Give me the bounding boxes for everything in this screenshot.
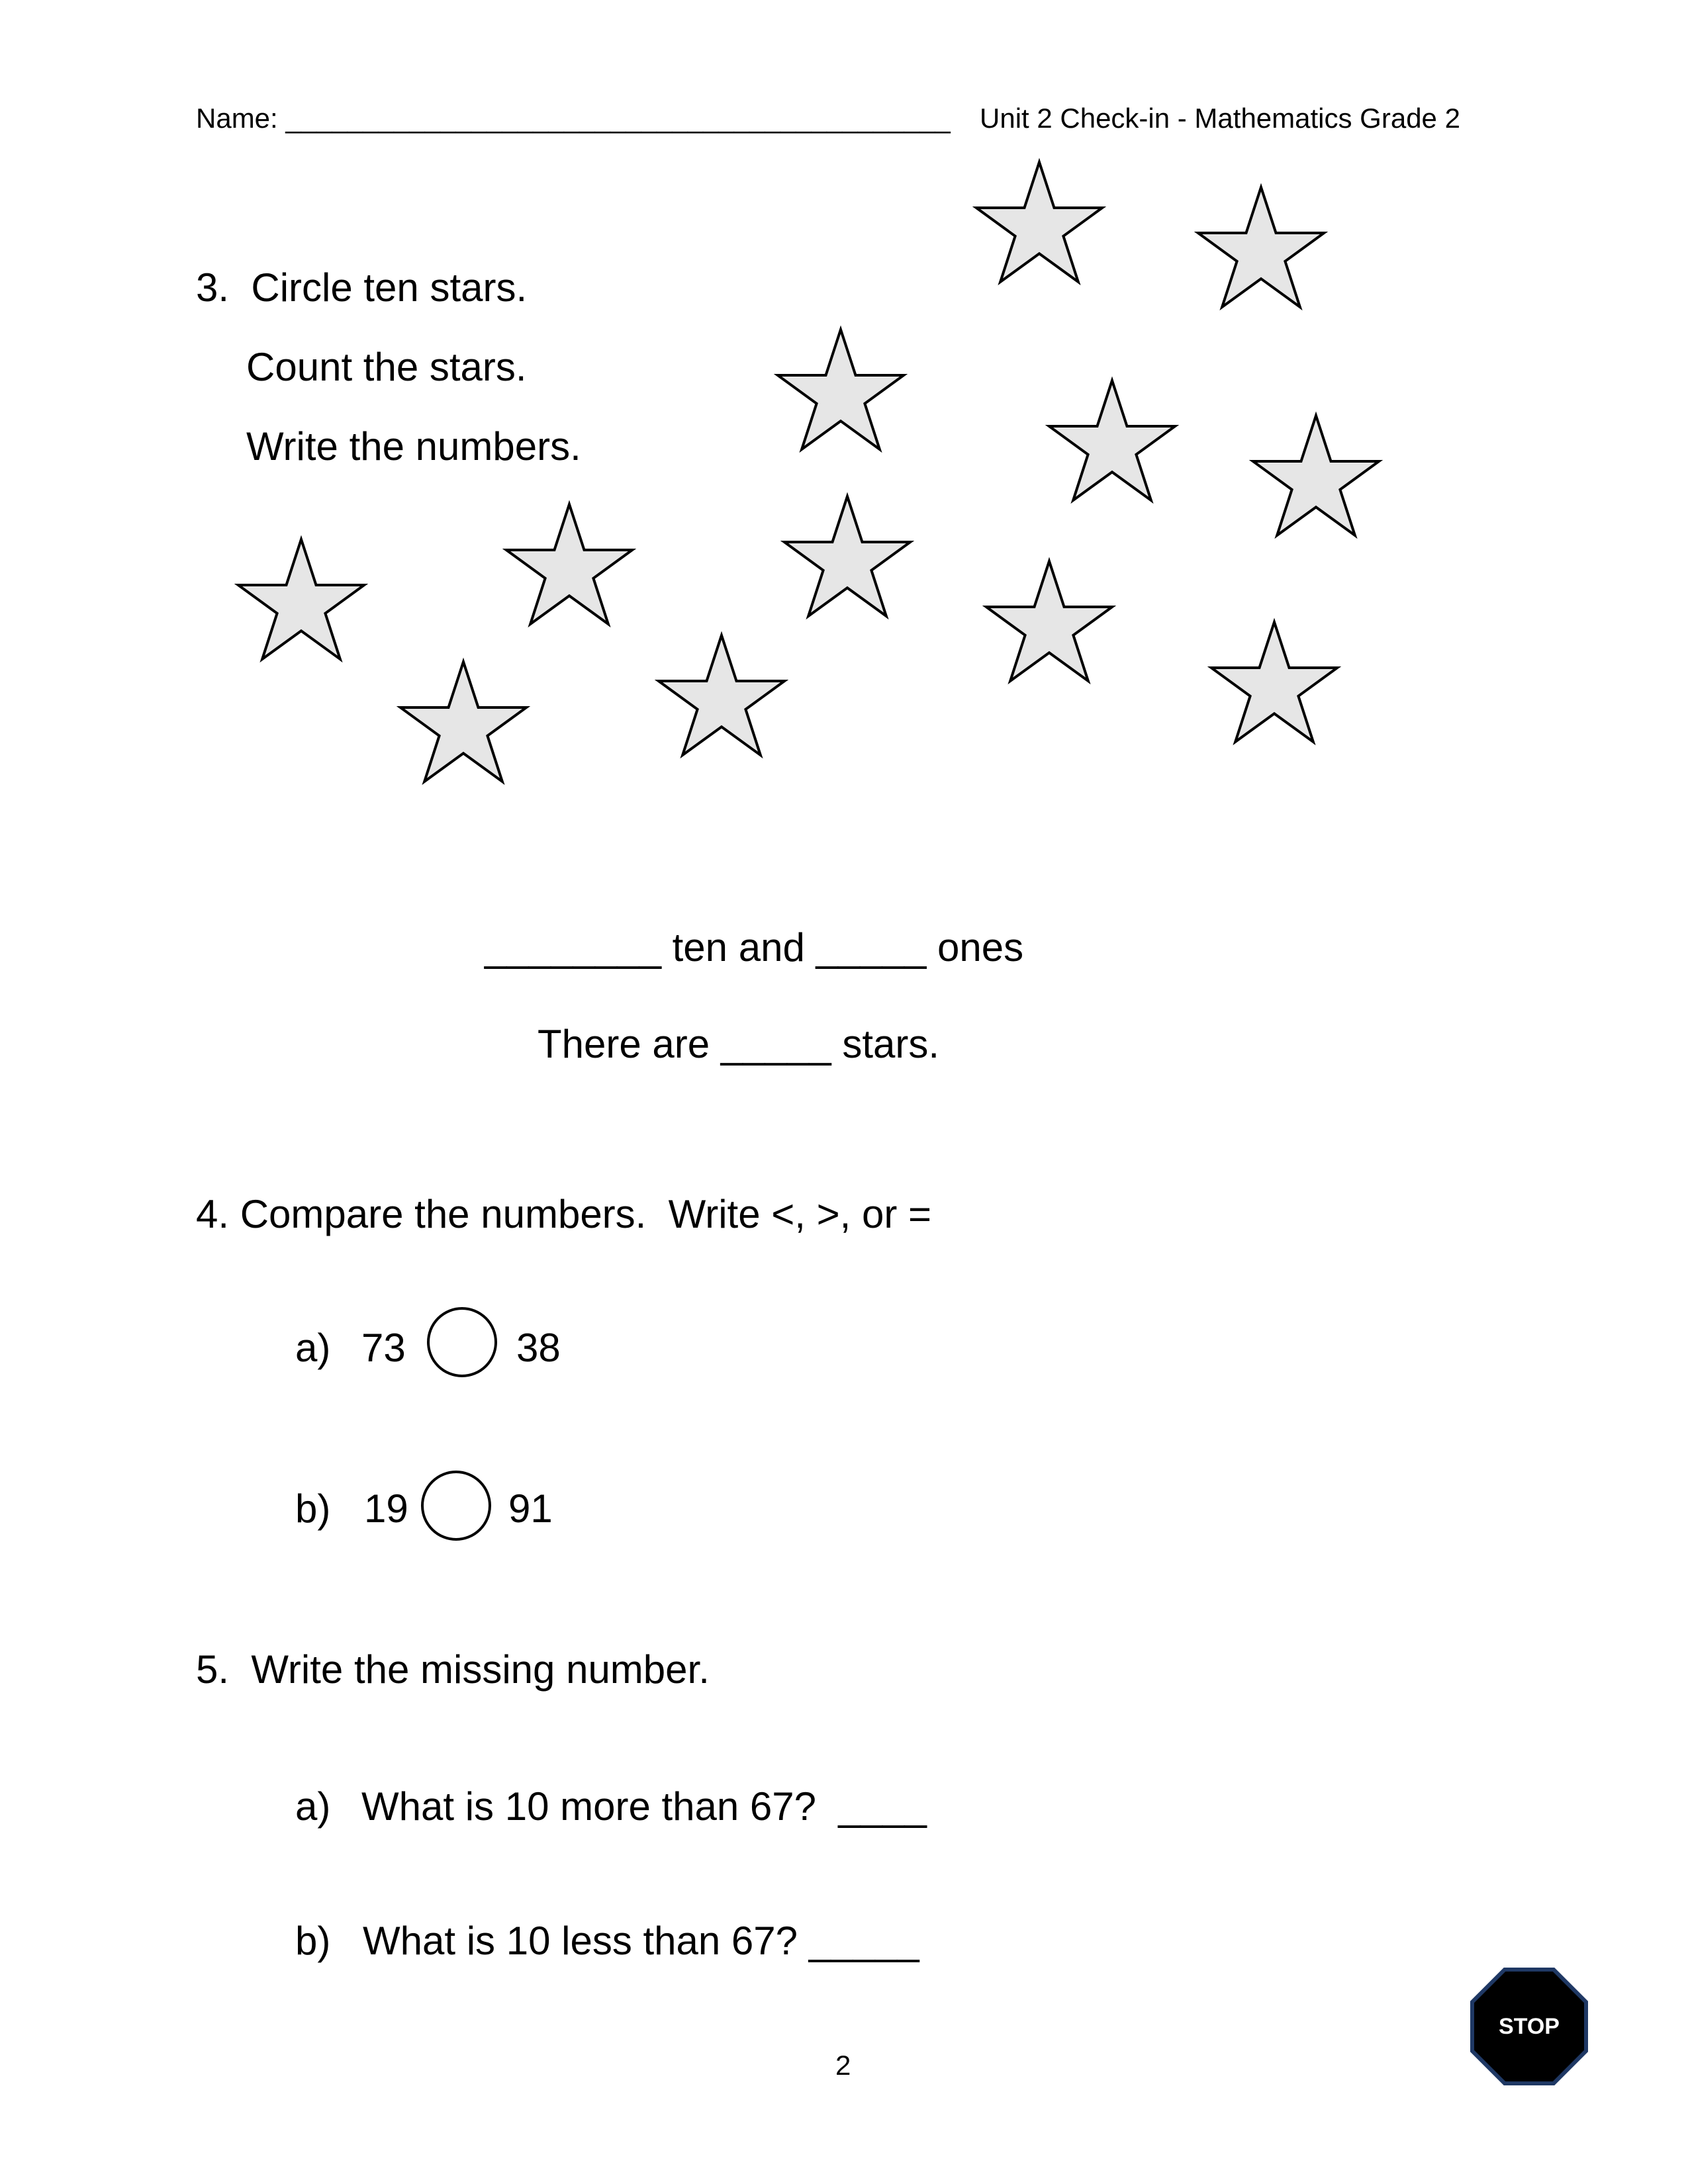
name-field-label[interactable]: Name: ___________________________________________ [196, 103, 951, 134]
document-title: Unit 2 Check-in - Mathematics Grade 2 [980, 103, 1460, 134]
q4-a-right-number: 38 [516, 1326, 561, 1370]
star[interactable] [1253, 416, 1379, 535]
q5-prompt: 5. Write the missing number. [196, 1647, 710, 1692]
page-number: 2 [835, 2050, 851, 2081]
star[interactable] [976, 162, 1102, 282]
q3-instruction-circle: 3. Circle ten stars. [196, 265, 528, 310]
q5-a-question[interactable]: What is 10 more than 67? ____ [361, 1784, 927, 1829]
star[interactable] [1211, 622, 1337, 742]
q4-b-label: b) [295, 1486, 331, 1531]
star[interactable] [1049, 381, 1175, 500]
star[interactable] [778, 330, 904, 449]
stop-sign [1470, 1967, 1589, 2086]
q4-b-left-number: 19 [364, 1486, 408, 1531]
q4-b-compare-circle[interactable] [421, 1471, 491, 1541]
star[interactable] [1198, 187, 1324, 307]
star[interactable] [659, 635, 784, 755]
q4-a-label: a) [295, 1326, 331, 1370]
q4-prompt: 4. Compare the numbers. Write <, >, or = [196, 1192, 932, 1236]
star[interactable] [506, 504, 632, 624]
star[interactable] [238, 539, 364, 659]
star[interactable] [986, 561, 1112, 681]
q3-total-line[interactable]: There are _____ stars. [538, 1022, 940, 1066]
q4-b-right-number: 91 [508, 1486, 553, 1531]
q5-a-label: a) [295, 1784, 331, 1829]
q3-instruction-count: Count the stars. [246, 345, 527, 389]
q3-instruction-write: Write the numbers. [246, 424, 581, 469]
stop-label: STOP [1499, 2013, 1560, 2039]
q5-b-label: b) [295, 1919, 331, 1963]
q3-tens-ones-line[interactable]: ________ ten and _____ ones [485, 925, 1024, 970]
q4-a-compare-circle[interactable] [427, 1307, 497, 1377]
q4-a-left-number: 73 [361, 1326, 406, 1370]
q5-b-question[interactable]: What is 10 less than 67? _____ [363, 1919, 919, 1963]
star[interactable] [784, 496, 910, 616]
star[interactable] [400, 662, 526, 782]
